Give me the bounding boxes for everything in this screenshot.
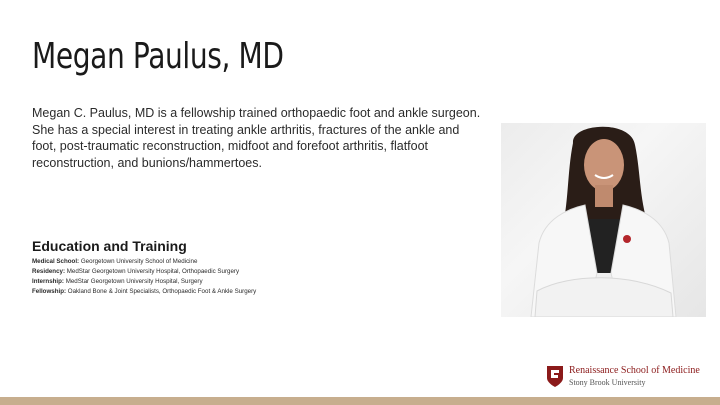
- shield-logo-icon: [545, 364, 565, 388]
- profile-photo: [501, 123, 706, 317]
- logo-university-name: Stony Brook University: [569, 378, 646, 387]
- footer-accent-bar: [0, 397, 720, 405]
- school-logo: [545, 362, 710, 390]
- bio-paragraph: Megan C. Paulus, MD is a fellowship trained orthopaedic foot and ankle surgeon. She has a special interest in treating ankle arthritis, fractures of the ankle and foot, post-traumatic reconstruction, midfoot and forefoot arthritis, flatfoot reconstruction, and bunions/hammertoes.: [32, 106, 481, 170]
- education-value: Oakland Bone & Joint Specialists, Orthopaedic Foot & Ankle Surgery: [67, 288, 257, 295]
- education-value: Georgetown University School of Medicine: [80, 258, 198, 265]
- education-item-fellowship: [32, 287, 256, 297]
- education-item-residency: [32, 267, 256, 277]
- education-item-internship: [32, 277, 256, 287]
- education-list: [32, 257, 256, 297]
- education-heading: Education and Training: [32, 238, 187, 254]
- page-title: Megan Paulus, MD: [32, 36, 284, 77]
- logo-school-name: Renaissance School of Medicine: [569, 365, 700, 376]
- education-value: MedStar Georgetown University Hospital, Orthopaedic Surgery: [66, 268, 240, 275]
- education-label: Fellowship:: [32, 288, 67, 295]
- portrait-illustration: [501, 123, 706, 317]
- education-label: Residency:: [32, 268, 66, 275]
- education-label: Internship:: [32, 278, 64, 285]
- education-value: MedStar Georgetown University Hospital, Surgery: [65, 278, 203, 285]
- education-item-medical-school: [32, 257, 256, 267]
- education-label: Medical School:: [32, 258, 80, 265]
